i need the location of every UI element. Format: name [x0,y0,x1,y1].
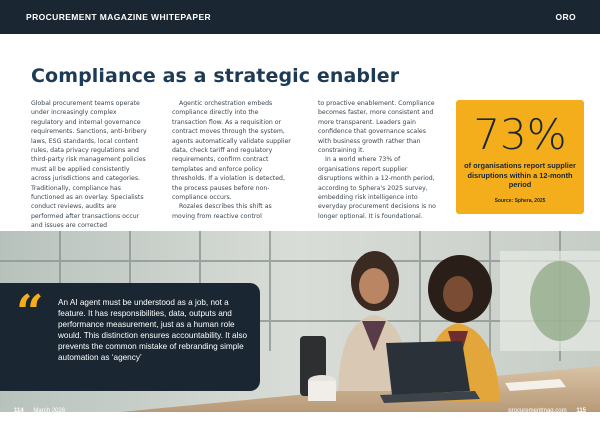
website-link[interactable]: procurementmag.com [508,408,567,414]
publication-label: PROCUREMENT MAGAZINE WHITEPAPER [26,12,212,22]
body-column-3 [318,99,437,221]
footer-left [14,408,65,414]
brand-label: ORO [555,12,576,22]
body-paragraph: Agentic orchestration embeds compliance directly into the transaction flow. As a requisition or contract moves through the system, agents automatically validate supplier data, check tariff and regulatory requirements, confirm contract templates and enforce policy thresholds. If a violation is detected, the process pauses before non-compliance occurs. [172,100,291,202]
body-paragraph: to proactive enablement. Compliance becomes faster, more consistent and more transparent. Leaders gain confidence that governance scales with business growth rather than constraining it. [318,100,435,155]
footer-right [508,408,586,414]
quote-text: An AI agent must be understood as a job, not a feature. It has responsibilities, data, outputs and performance measurement, just as a human role would. This distinction ensures accountability. It also prevents the common mistake of rebranding simple automation as ‘agency’ [58,298,248,362]
body-paragraph: In a world where 73% of organisations report supplier disruptions within a 12-month period, according to Sphera's 2025 survey, embedding risk intelligence into everyday procurement decisions is no longer optional. It is foundational. [318,156,436,220]
stat-description: of organisations report supplier disruptions within a 12-month period [464,161,576,190]
body-column-1 [31,99,150,250]
header-bar [0,0,600,34]
stat-value: 73% [473,110,567,159]
quote-mark-icon: “ [16,285,44,341]
stat-callout [456,100,584,214]
pull-quote [0,283,260,391]
page-number-left: 114 [14,408,24,414]
page-number-right: 115 [576,408,586,414]
page-title: Compliance as a strategic enabler [31,65,400,87]
body-paragraph: Global procurement teams operate under increasingly complex regulatory and internal governance requirements. Sanctions, anti-bribery laws, ESG standards, local content rules, data privacy regulations and third-party risk management policies must all be applied consistently across jurisdictions and categories. Traditionally, compliance has functioned as an overlay. Specialists conduct reviews, audits are performed after transactions occur and issues are corrected [31,100,147,230]
issue-date: March 2026 [33,408,66,414]
body-paragraph: Rozales describes this shift as moving from reactive control [172,203,272,220]
body-column-2 [172,99,291,221]
stat-source: Source: Sphera, 2025 [494,198,546,204]
